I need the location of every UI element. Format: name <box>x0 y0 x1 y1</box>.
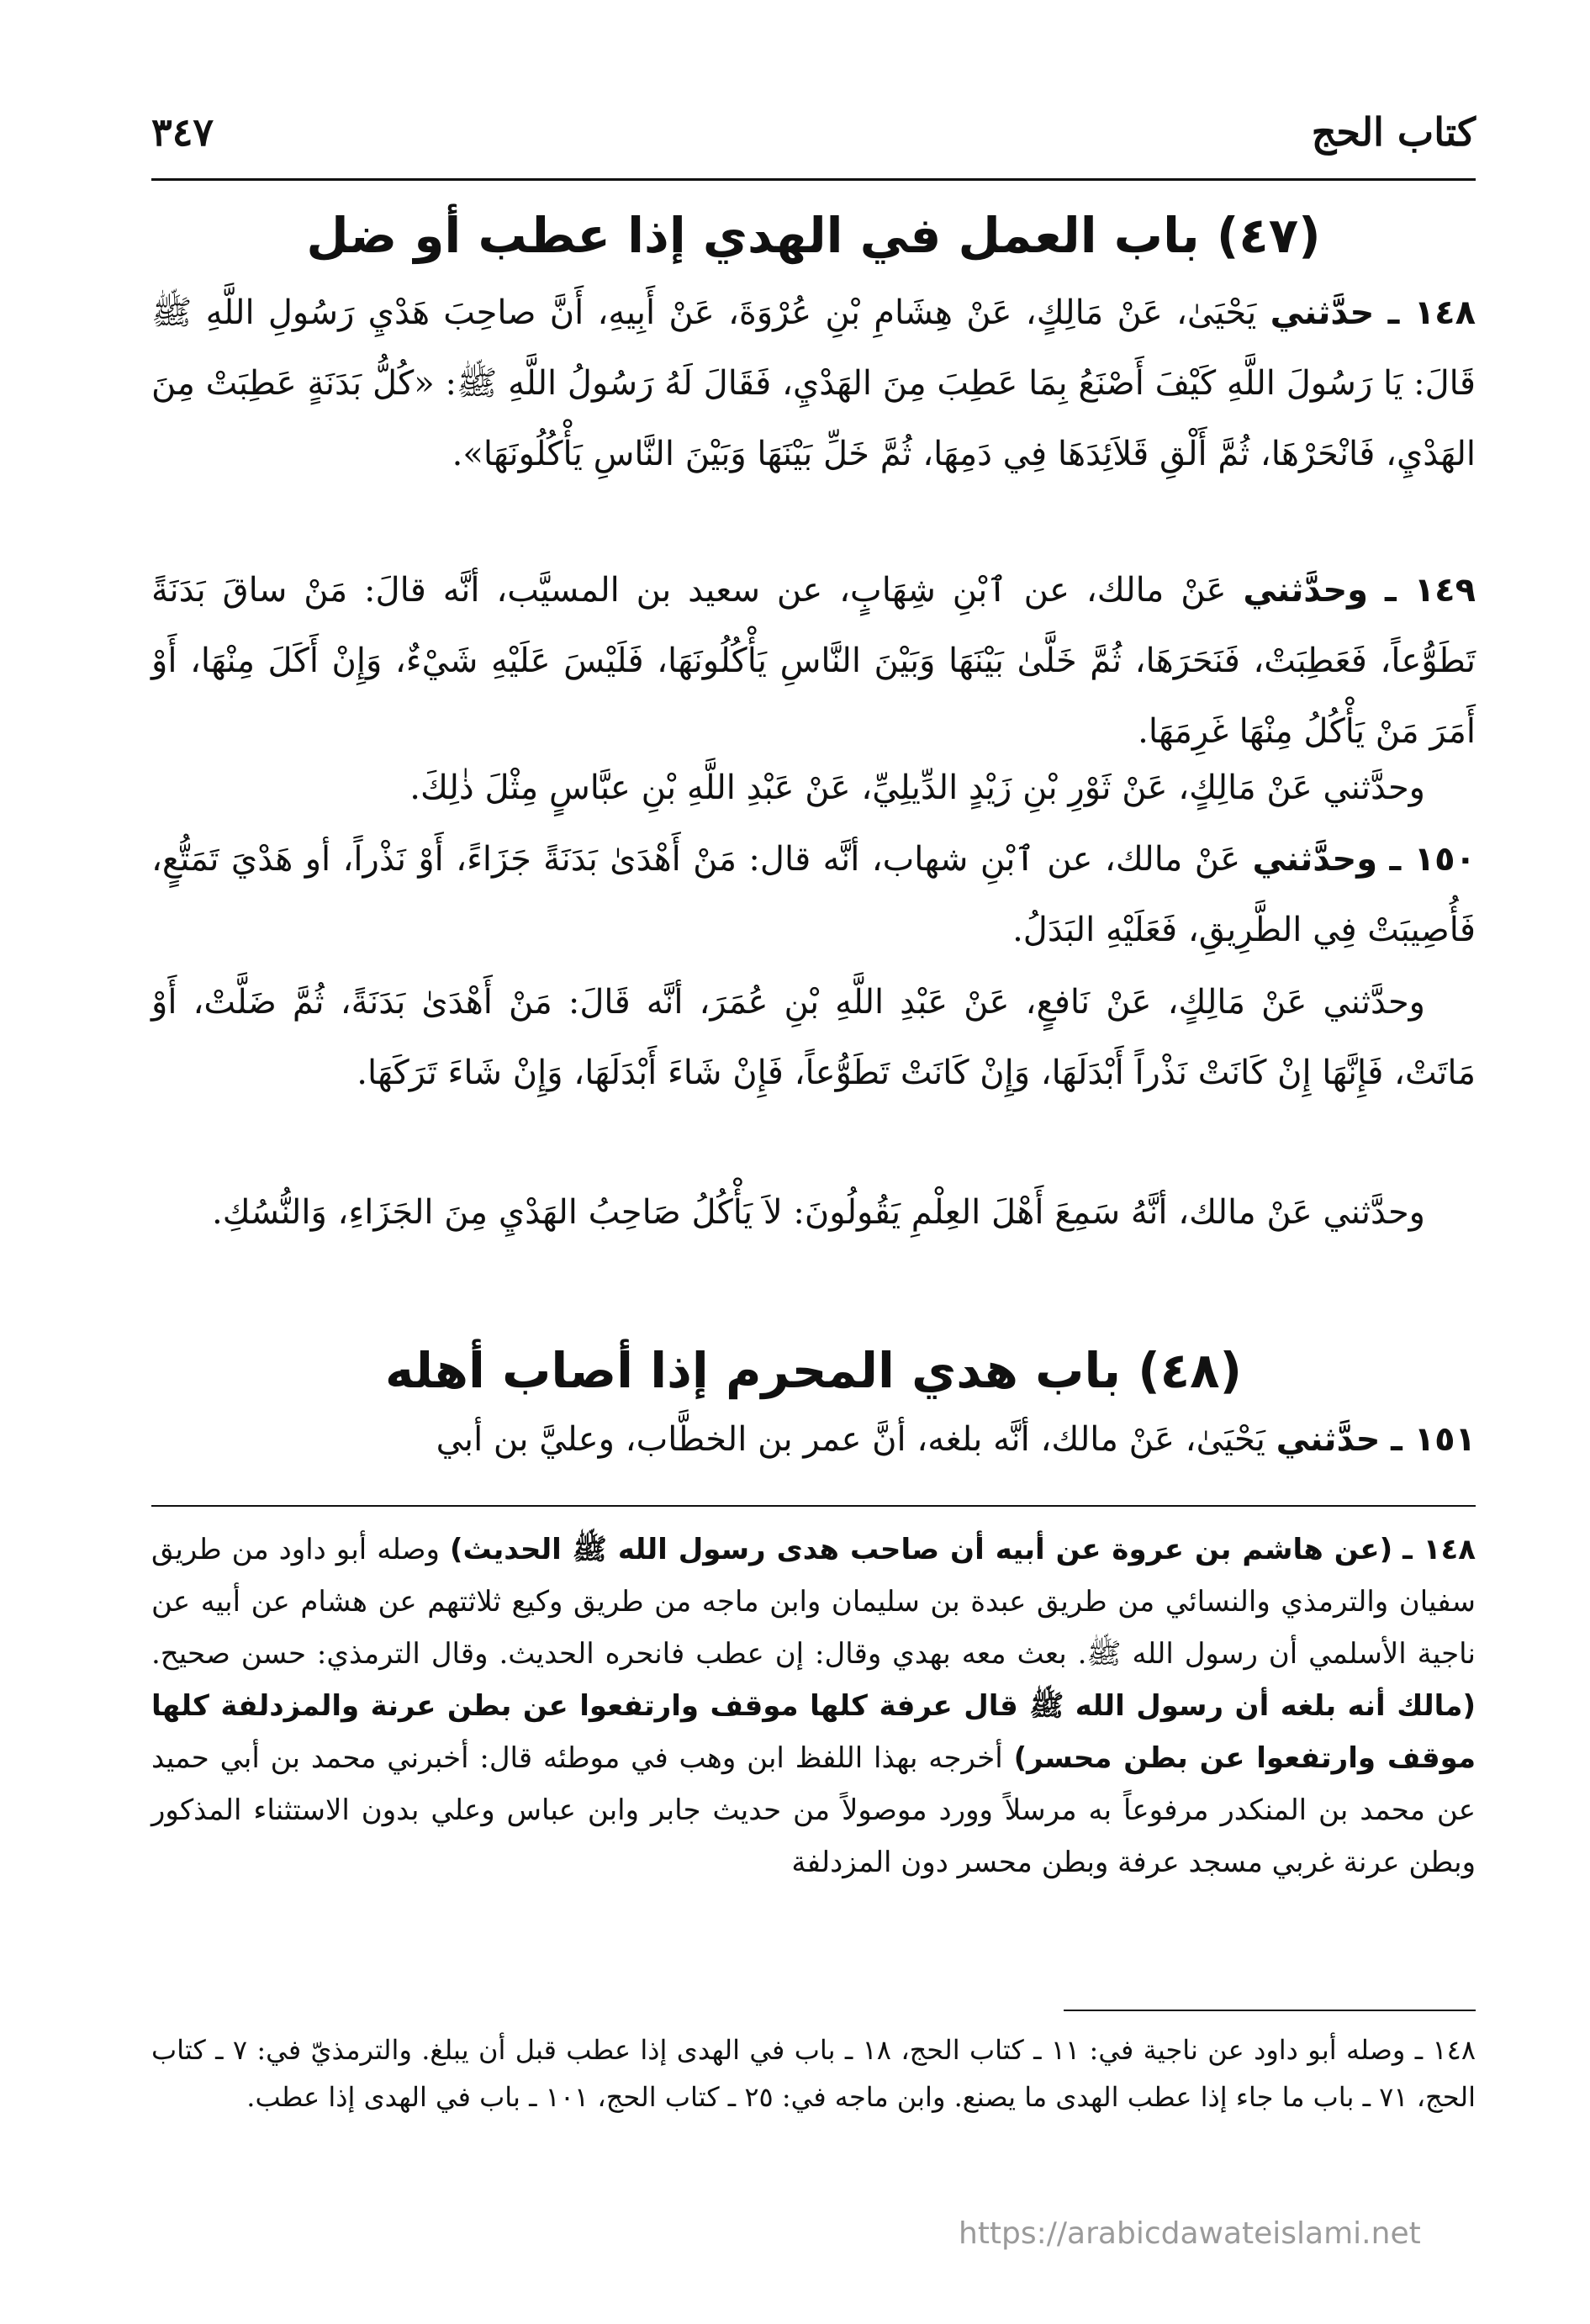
paragraph-ilm: وحدَّثني عَنْ مالك، أنَّهُ سَمِعَ أَهْلَ العِلْمِ يَقُولُونَ: لاَ يَأْكُلُ صَاحِبُ الهَدْيِ مِنَ الجَزَاءِ، وَالنُّسُكِ. <box>211 1193 1425 1232</box>
header-divider <box>151 178 1476 181</box>
running-header <box>151 109 1476 177</box>
hadith-number: ١٤٨ ـ <box>1387 293 1476 332</box>
hadith-lead: وحدَّثني <box>1252 840 1378 879</box>
note-text: أخرجه بهذا اللفظ ابن وهب في موطئه قال: أخبرني محمد بن أبي حميد عن محمد بن المنكدر مرفوعاً به مرسلاً وورد موصولاً من حديث جابر وابن عباس وعلي بدون الاستثناء المذكور وبطن عرنة غربي مسجد عرفة وبطن محسر دون المزدلفة <box>151 1741 1476 1879</box>
hadith-text: يَحْيَىٰ، عَنْ مالك، أنَّه بلغه، أنَّ عمر بن الخطَّاب، وعليَّ بن أبي <box>436 1420 1265 1459</box>
hadith-text: عَنْ مالك، عن ٱبْنِ شهاب، أنَّه قال: مَنْ أَهْدَىٰ بَدَنَةً جَزَاءً، أَوْ نَذْراً، أو هَدْيَ تَمَتُّعٍ، فَأُصِيبَتْ فِي الطَّرِيقِ، فَعَلَيْهِ البَدَلُ. <box>151 840 1476 949</box>
hadith-148 <box>151 277 1476 489</box>
hadith-number: ١٤٩ ـ <box>1384 571 1476 610</box>
footnote-148: ١٤٨ ـ وصله أبو داود عن ناجية في: ١١ ـ كتاب الحج، ١٨ ـ باب في الهدى إذا عطب قبل أن يبلغ. والترمذيّ في: ٧ ـ كتاب الحج، ٧١ ـ باب ما جاء إذا عطب الهدى ما يصنع. وابن ماجه في: ٢٥ ـ كتاب الحج، ١٠١ ـ باب في الهدى إذا عطب. <box>151 2034 1476 2113</box>
book-title: كتاب الحج <box>1311 109 1476 155</box>
hadith-lead: حدَّثني <box>1270 293 1375 332</box>
paragraph-thawr: وحدَّثني عَنْ مَالِكٍ، عَنْ ثَوْرِ بْنِ زَيْدٍ الدِّيلِيِّ، عَنْ عَبْدِ اللَّهِ بْنِ عبَّاسٍ مِثْلَ ذٰلِكَ. <box>409 769 1425 807</box>
note-number: ١٤٨ ـ <box>1402 1533 1476 1566</box>
hadith-151 <box>151 1404 1476 1475</box>
hadith-lead: وحدَّثني <box>1243 571 1369 610</box>
hadith-number: ١٥١ ـ <box>1391 1420 1476 1459</box>
hadith-number: ١٥٠ ـ <box>1389 840 1476 879</box>
chapter-48-title: (٤٨) باب هدي المحرم إذا أصاب أهله <box>384 1342 1243 1399</box>
chapter-47-title: (٤٧) باب العمل في الهدي إذا عطب أو ضل <box>306 207 1321 264</box>
watermark-url: https://arabicdawateislami.net <box>959 2216 1421 2251</box>
commentary-note-148 <box>151 1524 1476 1888</box>
hadith-lead: حدَّثني <box>1276 1420 1381 1459</box>
hadith-149 <box>151 555 1476 767</box>
note-text: وصله أبو داود من طريق سفيان والترمذي والنسائي من طريق عبدة بن سليمان وابن ماجه من طريق وكيع ثلاثتهم عن هشام عن أبيه عن ناجية الأسلمي أن رسول الله ﷺ. بعث معه بهدي وقال: إن عطب فانحره الحديث. وقال الترمذي: حسن صحيح. <box>151 1533 1476 1671</box>
note-heading: (مالك أنه بلغه أن رسول الله ﷺ قال عرفة كلها موقف وارتفعوا عن بطن عرنة والمزدلفة كلها موقف وارتفعوا عن بطن محسر) <box>151 1689 1476 1775</box>
hadith-150 <box>151 824 1476 965</box>
page-number: ٣٤٧ <box>151 109 214 155</box>
paragraph-nafi: وحدَّثني عَنْ مَالِكٍ، عَنْ نَافعٍ، عَنْ عَبْدِ اللَّهِ بْنِ عُمَرَ، أنَّه قَالَ: مَنْ أَهْدَىٰ بَدَنَةً، ثُمَّ ضَلَّتْ، أَوْ مَاتَتْ، فَإِنَّهَا إِنْ كَانَتْ نَذْراً أَبْدَلَهَا، وَإِنْ كَانَتْ تَطَوُّعاً، فَإِنْ شَاءَ أَبْدَلَهَا، وَإِنْ شَاءَ تَرَكَهَا. <box>151 983 1476 1092</box>
hadith-text: يَحْيَىٰ، عَنْ مَالِكٍ، عَنْ هِشَامِ بْنِ عُرْوَةَ، عَنْ أَبِيهِ، أَنَّ صاحِبَ هَدْيِ رَسُولِ اللَّهِ ﷺ قَالَ: يَا رَسُولَ اللَّهِ كَيْفَ أَصْنَعُ بِمَا عَطِبَ مِنَ الهَدْيِ، فَقَالَ لَهُ رَسُولُ اللَّهِ ﷺ: «كُلُّ بَدَنَةٍ عَطِبَتْ مِنَ الهَدْيِ، فَانْحَرْهَا، ثُمَّ أَلْقِ قَلاَئِدَهَا فِي دَمِهَا، ثُمَّ خَلِّ بَيْنَهَا وَبَيْنَ النَّاسِ يَأْكُلُونَهَا». <box>151 293 1476 473</box>
hadith-text: عَنْ مالك، عن ٱبْنِ شِهَابٍ، عن سعيد بن المسيَّب، أنَّه قالَ: مَنْ ساقَ بَدَنَةً تَطَوُّعاً، فَعَطِبَتْ، فَنَحَرَهَا، ثُمَّ خَلَّىٰ بَيْنَهَا وَبَيْنَ النَّاسِ يَأْكُلُونَهَا، فَلَيْسَ عَلَيْهِ شَيْءٌ، وَإِنْ أَكَلَ مِنْهَا، أَوْ أَمَرَ مَنْ يَأْكُلُ مِنْهَا غَرِمَهَا. <box>151 571 1476 751</box>
footnote-divider <box>1064 2010 1476 2011</box>
notes-divider <box>151 1505 1476 1507</box>
note-heading: (عن هاشم بن عروة عن أبيه أن صاحب هدى رسول الله ﷺ الحديث) <box>449 1533 1393 1566</box>
